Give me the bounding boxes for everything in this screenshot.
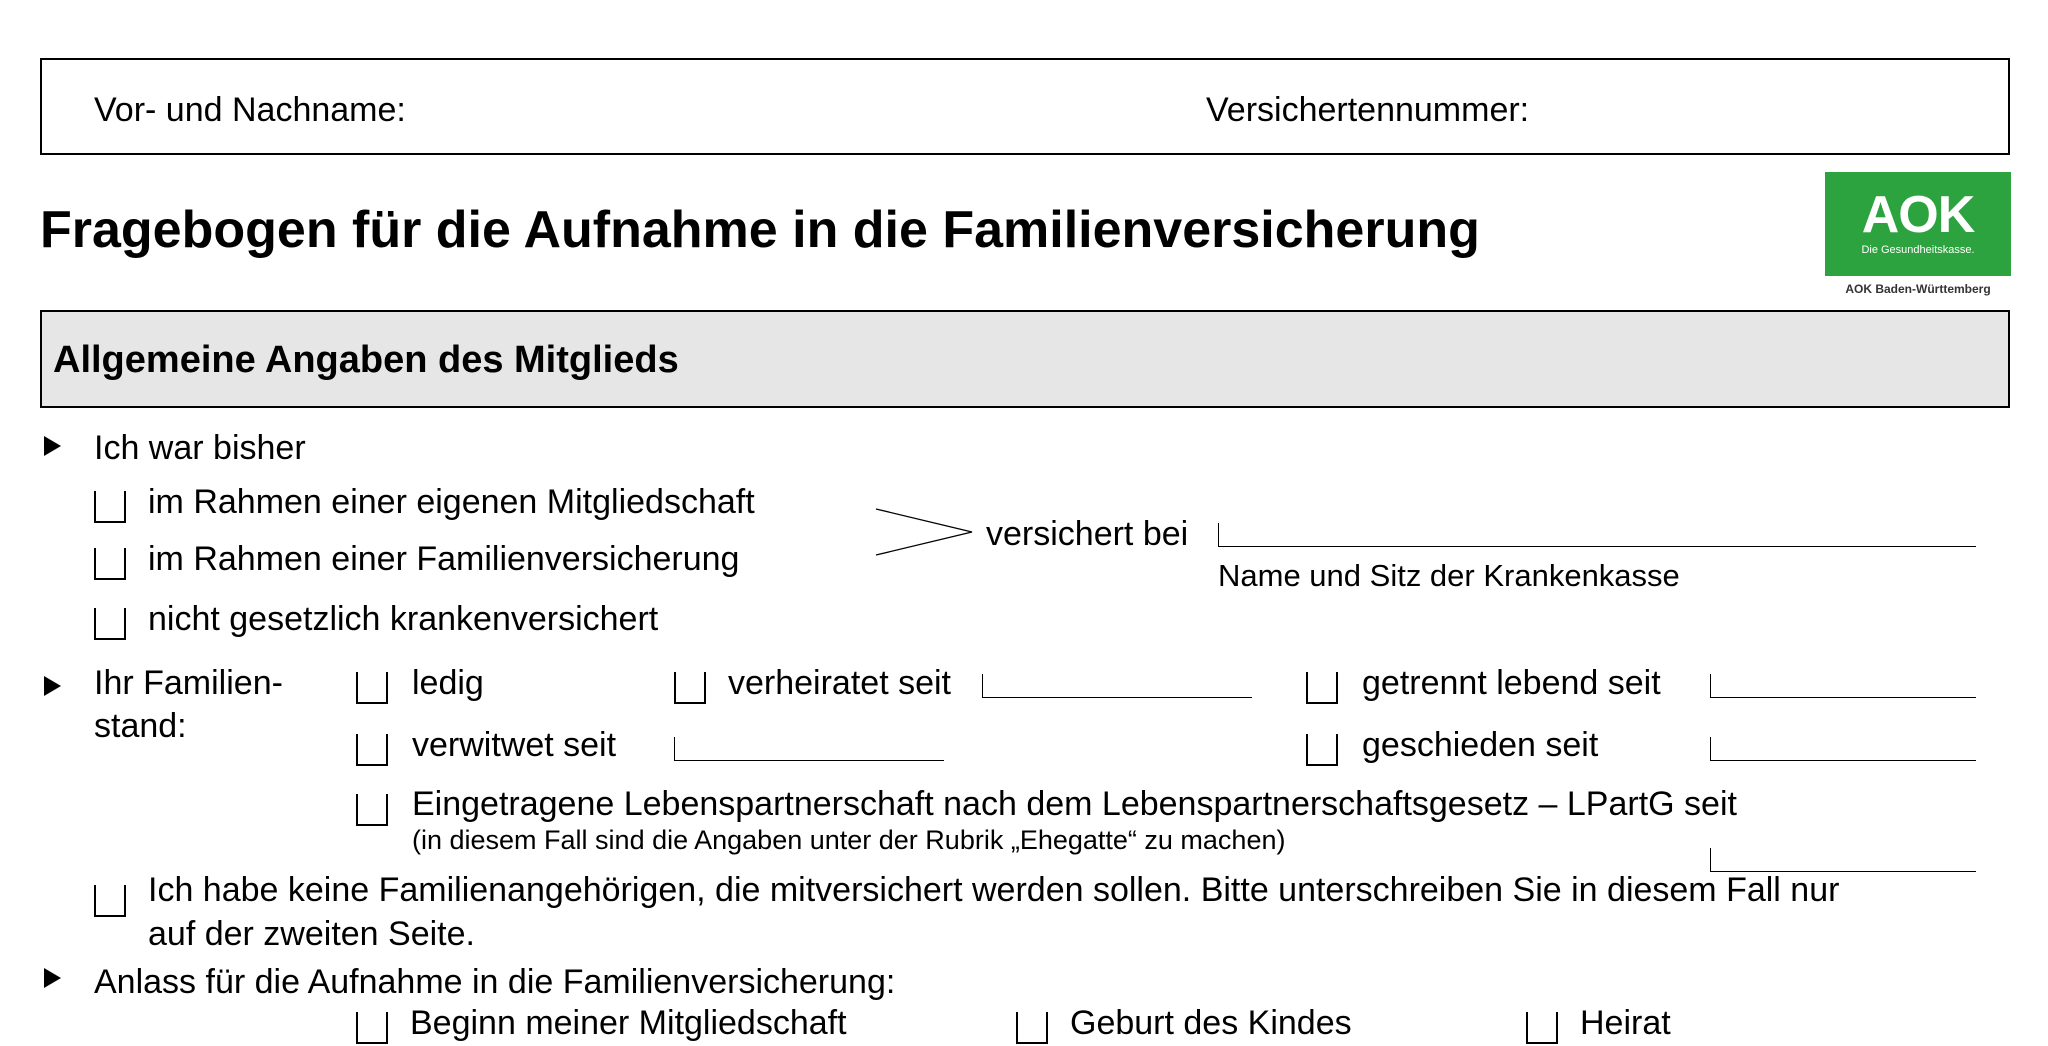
divorced-since-field[interactable] xyxy=(1710,737,1976,761)
no-family-text-line1: Ich habe keine Familienangehörigen, die mitversichert werden sollen. Bitte unterschreiben Sie in diesem Fall nur xyxy=(148,871,1840,909)
marital-status-label-line2: stand: xyxy=(94,707,187,745)
option-ledig: ledig xyxy=(412,664,484,702)
married-since-field[interactable] xyxy=(982,674,1252,698)
insurance-number-label: Versichertennummer: xyxy=(1206,91,1530,129)
option-not-insured: nicht gesetzlich krankenversichert xyxy=(148,600,659,638)
option-child-birth: Geburt des Kindes xyxy=(1070,1004,1352,1042)
option-marriage: Heirat xyxy=(1580,1004,1671,1042)
aok-logo xyxy=(1825,172,2011,276)
insurer-name-caption: Name und Sitz der Krankenkasse xyxy=(1218,558,1680,593)
checkbox-own-membership[interactable] xyxy=(94,491,126,523)
bullet-arrow-icon xyxy=(44,436,61,456)
bullet-arrow-icon xyxy=(44,968,61,988)
checkbox-no-family[interactable] xyxy=(94,885,126,917)
name-label: Vor- und Nachname: xyxy=(94,91,406,129)
partnership-note: (in diesem Fall sind die Angaben unter der Rubrik „Ehegatte“ zu machen) xyxy=(412,825,1286,855)
logo-wordmark: AOK xyxy=(1861,186,1975,244)
checkbox-child-birth[interactable] xyxy=(1016,1012,1048,1044)
option-partnership: Eingetragene Lebenspartnerschaft nach dem Lebenspartnerschaftsgesetz – LPartG seit xyxy=(412,785,1737,823)
logo-caption: AOK Baden-Württemberg xyxy=(1845,282,1991,296)
bullet-arrow-icon xyxy=(44,676,61,696)
insured-with-label: versichert bei xyxy=(986,515,1189,553)
option-verheiratet: verheiratet seit xyxy=(728,664,951,702)
checkbox-not-insured[interactable] xyxy=(94,608,126,640)
checkbox-partnership[interactable] xyxy=(356,794,388,826)
no-family-text-line2: auf der zweiten Seite. xyxy=(148,915,475,953)
page-title: Fragebogen für die Aufnahme in die Familienversicherung xyxy=(40,201,1480,259)
checkbox-getrennt[interactable] xyxy=(1306,672,1338,704)
option-family-insurance: im Rahmen einer Familienversicherung xyxy=(148,540,740,578)
section-heading: Allgemeine Angaben des Mitglieds xyxy=(53,339,679,381)
checkbox-marriage[interactable] xyxy=(1526,1012,1558,1044)
option-own-membership: im Rahmen einer eigenen Mitgliedschaft xyxy=(148,483,755,521)
reason-label: Anlass für die Aufnahme in die Familienversicherung: xyxy=(94,963,896,1001)
option-geschieden: geschieden seit xyxy=(1362,726,1599,764)
bracket-connector-icon xyxy=(874,506,974,558)
widowed-since-field[interactable] xyxy=(674,737,944,761)
checkbox-family-insurance[interactable] xyxy=(94,548,126,580)
insurer-name-field[interactable] xyxy=(1218,523,1976,547)
checkbox-geschieden[interactable] xyxy=(1306,734,1338,766)
option-getrennt: getrennt lebend seit xyxy=(1362,664,1661,702)
separated-since-field[interactable] xyxy=(1710,674,1976,698)
marital-status-label-line1: Ihr Familien- xyxy=(94,664,283,702)
option-membership-start: Beginn meiner Mitgliedschaft xyxy=(410,1004,847,1042)
previous-insurance-intro: Ich war bisher xyxy=(94,429,306,467)
checkbox-verwitwet[interactable] xyxy=(356,734,388,766)
logo-tagline: Die Gesundheitskasse. xyxy=(1861,244,1975,256)
option-verwitwet: verwitwet seit xyxy=(412,726,617,764)
checkbox-ledig[interactable] xyxy=(356,672,388,704)
checkbox-verheiratet[interactable] xyxy=(674,672,706,704)
checkbox-membership-start[interactable] xyxy=(356,1012,388,1044)
partnership-since-field[interactable] xyxy=(1710,848,1976,872)
